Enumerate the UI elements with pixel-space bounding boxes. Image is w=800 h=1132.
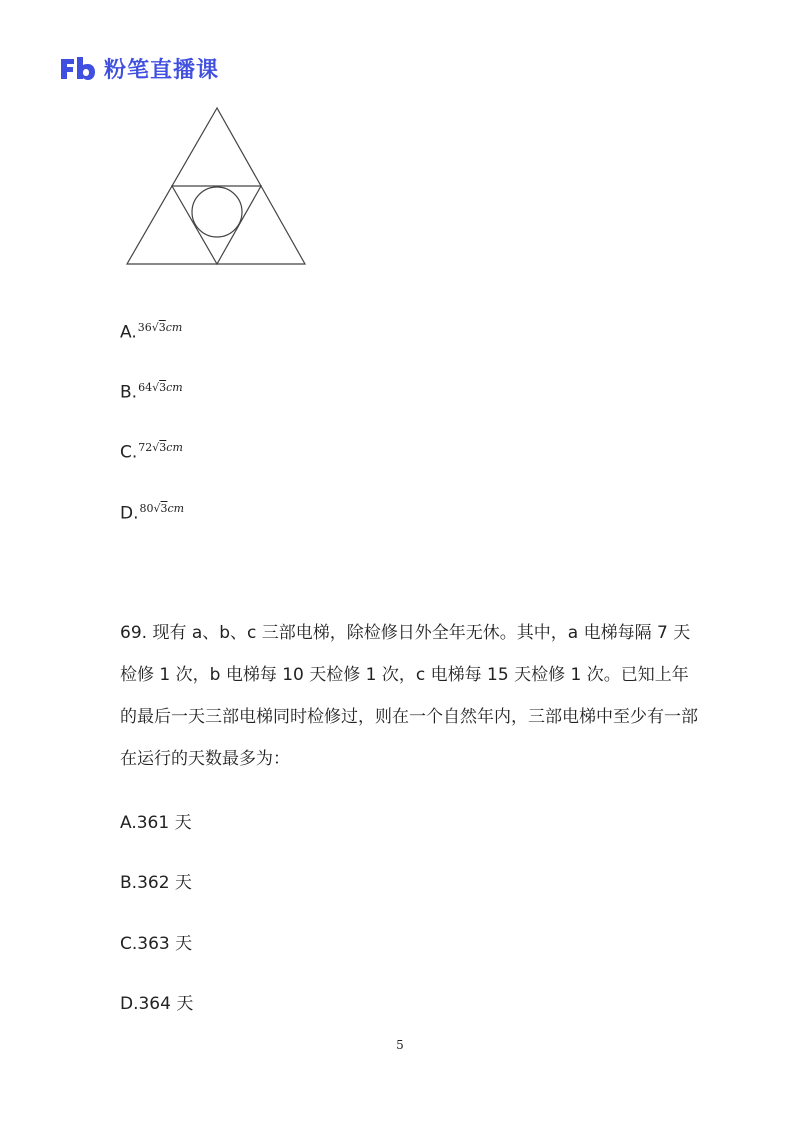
question-69-text: 69. 现有 a、b、c 三部电梯，除检修日外全年无休。其中，a 电梯每隔 7 天检修 1 次，b 电梯每 10 天检修 1 次，c 电梯每 15 天检修 1 次。已知上年的最后一天三部电梯同时检修过，则在一个自然年内，三部电梯中至少有一部在运行的天数最多为：	[120, 623, 698, 769]
inner-triangle	[172, 186, 261, 264]
option-formula: 64√3cm	[138, 381, 183, 394]
brand-logo	[58, 50, 219, 86]
geometry-figure	[124, 105, 308, 267]
prev-option-a[interactable]: A.$^{36√3cm}$	[120, 321, 183, 343]
answer-option-d[interactable]: D.364 天	[120, 994, 194, 1014]
fb-logo-icon	[58, 53, 96, 83]
option-formula: 36√3cm	[137, 321, 183, 334]
page-number: 5	[396, 1038, 404, 1052]
inscribed-circle	[192, 187, 242, 237]
prev-option-c[interactable]: C.$^{72√3cm}$	[120, 441, 183, 463]
option-formula: 80√3cm	[139, 502, 185, 515]
answer-option-c[interactable]: C.363 天	[120, 934, 193, 954]
prev-option-b[interactable]: B.$^{64√3cm}$	[120, 381, 183, 403]
brand-name: 粉笔直播课	[104, 57, 220, 83]
answer-option-a[interactable]: A.361 天	[120, 813, 192, 833]
prev-option-d[interactable]: D.$^{80√3cm}$	[120, 502, 185, 524]
answer-option-b[interactable]: B.362 天	[120, 873, 192, 893]
option-formula: 72√3cm	[138, 441, 183, 454]
